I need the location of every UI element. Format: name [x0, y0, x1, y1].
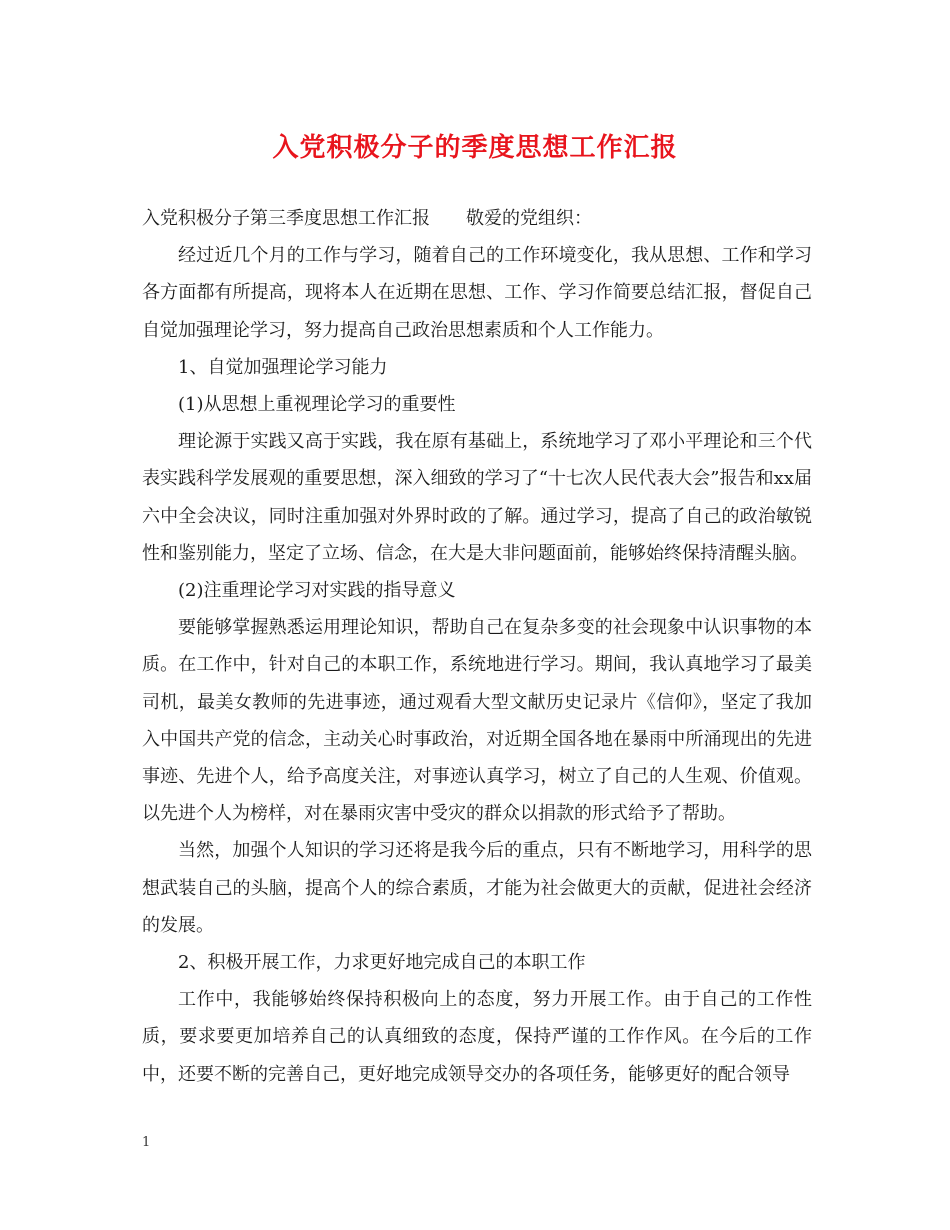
page-number: 1: [142, 1135, 151, 1150]
document-body: [142, 200, 812, 1093]
paragraph-future-study: 当然，加强个人知识的学习还将是我今后的重点，只有不断地学习，用科学的思想武装自己的头脑，提高个人的综合素质，才能为社会做更大的贡献，促进社会经济的发展。: [142, 840, 812, 936]
opening-line: [142, 200, 812, 237]
section-heading-1: 1、自觉加强理论学习能力: [178, 356, 388, 378]
paragraph-theory: 理论源于实践又高于实践，我在原有基础上，系统地学习了邓小平理论和三个代表实践科学发展观的重要思想，深入细致的学习了“十七次人民代表大会”报告和xx届六中全会决议，同时注重加强对外界时政的了解。通过学习，提高了自己的政治敏锐性和鉴别能力，坚定了立场、信念，在大是大非问题面前，能够始终保持清醒头脑。: [142, 431, 812, 564]
section-heading-2: 2、积极开展工作，力求更好地完成自己的本职工作: [178, 952, 586, 974]
paragraph-intro: 经过近几个月的工作与学习，随着自己的工作环境变化，我从思想、工作和学习各方面都有所提高，现将本人在近期在思想、工作、学习作简要总结汇报，督促自己自觉加强理论学习，努力提高自己政治思想素质和个人工作能力。: [142, 245, 812, 341]
paragraph-work: 工作中，我能够始终保持积极向上的态度，努力开展工作。由于自己的工作性质，要求要更加培养自己的认真细致的态度，保持严谨的工作作风。在今后的工作中，还要不断的完善自己，更好地完成领导交办的各项任务，能够更好的配合领导: [142, 989, 812, 1085]
subsection-heading-1-1: (1)从思想上重视理论学习的重要性: [178, 394, 456, 416]
opening-subject: 入党积极分子第三季度思想工作汇报: [142, 208, 430, 229]
salutation: 敬爱的党组织：: [466, 208, 592, 229]
paragraph-practice: 要能够掌握熟悉运用理论知识，帮助自己在复杂多变的社会现象中认识事物的本质。在工作中，针对自己的本职工作，系统地进行学习。期间，我认真地学习了最美司机，最美女教师的先进事迹，通过观看大型文献历史记录片《信仰》，坚定了我加入中国共产党的信念，主动关心时事政治，对近期全国各地在暴雨中所涌现出的先进事迹、先进个人，给予高度关注，对事迹认真学习，树立了自己的人生观、价值观。以先进个人为榜样，对在暴雨灾害中受灾的群众以捐款的形式给予了帮助。: [142, 617, 812, 825]
document-title: 入党积极分子的季度思想工作汇报: [272, 133, 678, 163]
subsection-heading-1-2: (2)注重理论学习对实践的指导意义: [178, 580, 456, 602]
